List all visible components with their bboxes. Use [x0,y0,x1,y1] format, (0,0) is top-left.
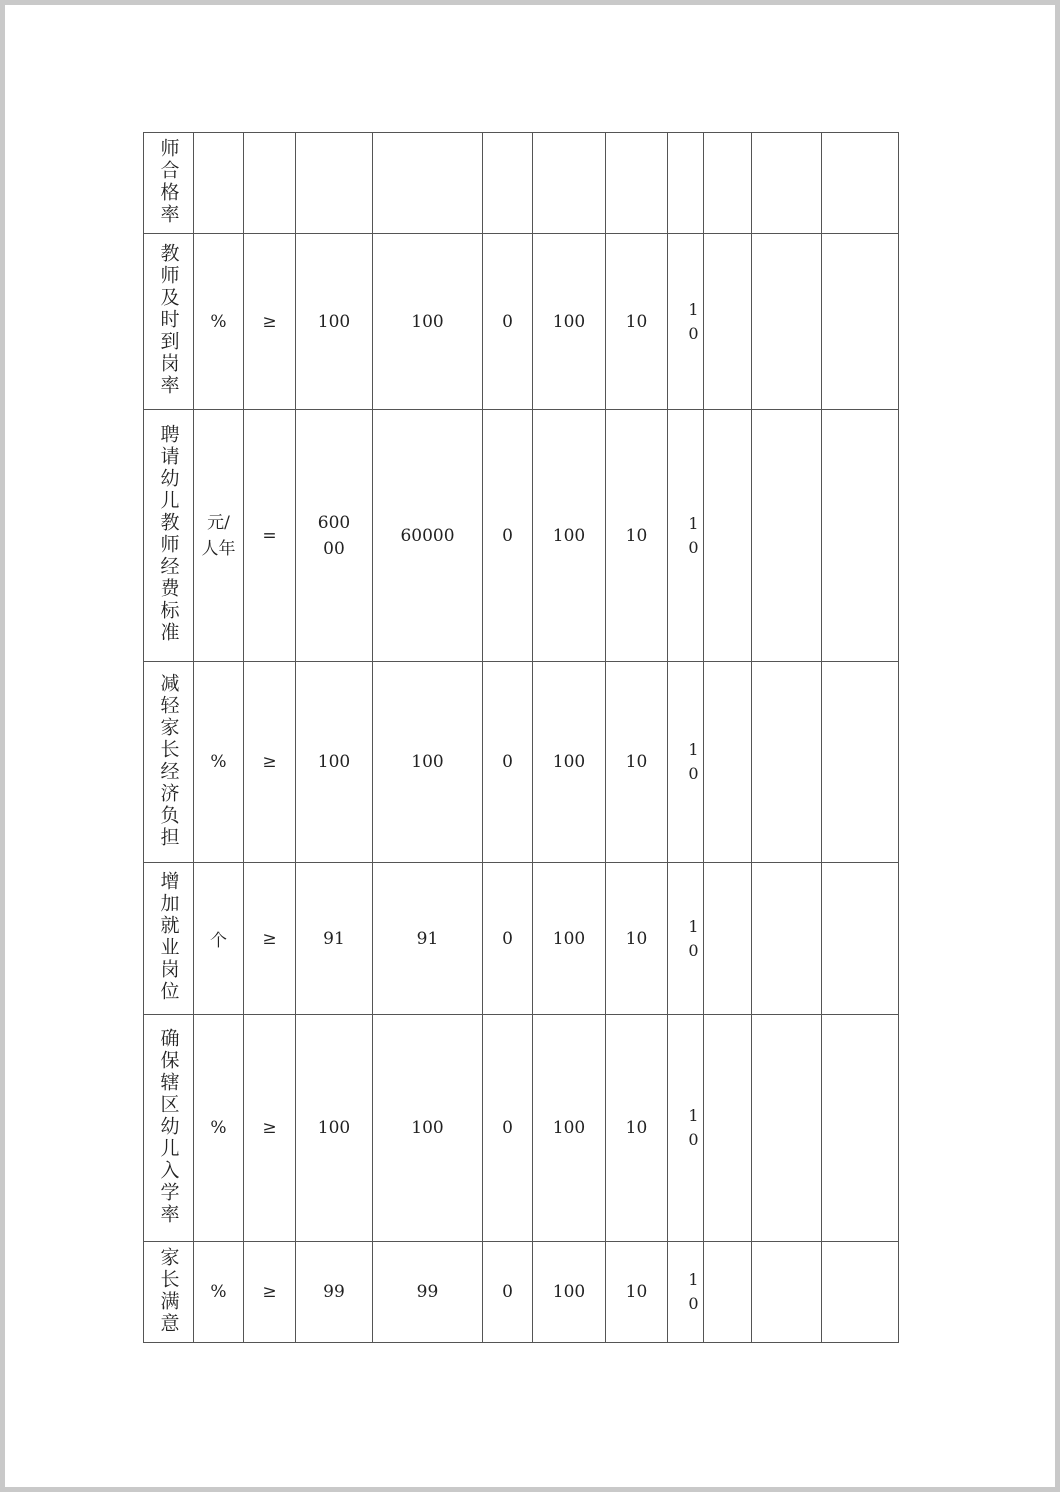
value-cell [533,1242,606,1343]
target-cell [296,234,373,410]
table-row [144,410,899,662]
weight-value: 10 [688,1106,699,1149]
value-text: 10 [625,311,648,332]
value-text: 100 [552,311,586,332]
value-cell [483,1242,533,1343]
actual-cell [373,133,483,234]
target-value: 100 [317,1118,351,1138]
empty-cell [822,1015,899,1242]
unit-cell [194,410,244,662]
empty-cell [752,133,822,234]
indicator-name: 家长满意 [157,1246,180,1335]
value-cell [533,662,606,863]
empty-cell [704,234,752,410]
target-cell [296,662,373,863]
weight-value: 10 [688,1270,699,1313]
value-cell [483,1015,533,1242]
value-text: 0 [502,752,513,772]
value-text: 100 [552,1282,586,1302]
value-text: 100 [552,928,586,949]
value-text: 10 [625,928,648,949]
weight-cell [668,1242,704,1343]
operator-text: ≥ [262,311,277,332]
value-text: 100 [552,752,586,772]
indicator-name: 增加就业岗位 [157,871,180,1003]
weight-cell [668,662,704,863]
empty-cell [752,234,822,410]
indicator-name-cell [144,662,194,863]
weight-cell [668,410,704,662]
actual-value: 60000 [400,525,455,546]
target-cell [296,1242,373,1343]
unit-text: % [210,311,227,332]
operator-text: ≥ [262,752,277,772]
empty-cell [822,863,899,1015]
indicator-name-cell [144,1242,194,1343]
indicator-name: 教师及时到岗率 [157,243,180,397]
actual-value: 100 [411,1118,444,1138]
unit-text: 个 [210,931,227,951]
table-row [144,1242,899,1343]
unit-text: % [210,752,227,772]
weight-cell [668,1015,704,1242]
empty-cell [822,234,899,410]
unit-cell [194,133,244,234]
actual-cell [373,662,483,863]
weight-value: 10 [688,740,699,783]
actual-value: 91 [416,928,439,949]
value-cell [533,863,606,1015]
empty-cell [752,410,822,662]
unit-cell [194,1015,244,1242]
operator-cell [244,662,296,863]
empty-cell [704,662,752,863]
empty-cell [822,133,899,234]
table-row [144,863,899,1015]
value-text: 10 [625,525,648,546]
value-text: 10 [625,752,648,772]
value-text: 100 [552,1118,586,1138]
indicator-name: 师合格率 [157,137,180,226]
value-text: 100 [552,525,586,546]
unit-cell [194,863,244,1015]
value-text: 0 [502,928,513,949]
unit-cell [194,1242,244,1343]
indicator-name-cell [144,234,194,410]
actual-cell [373,863,483,1015]
empty-cell [704,410,752,662]
actual-cell [373,1015,483,1242]
operator-text: ≥ [262,1118,277,1138]
operator-text: ≥ [262,1282,277,1302]
unit-text: % [210,1118,227,1138]
indicator-name-cell [144,863,194,1015]
empty-cell [704,133,752,234]
value-cell [606,1242,668,1343]
value-cell [483,863,533,1015]
indicator-name-cell [144,1015,194,1242]
empty-cell [752,1242,822,1343]
weight-cell [668,234,704,410]
empty-cell [822,410,899,662]
weight-cell [668,133,704,234]
operator-cell [244,410,296,662]
empty-cell [822,662,899,863]
value-text: 0 [502,311,513,332]
empty-cell [752,1015,822,1242]
target-value: 99 [323,1282,345,1302]
indicator-name: 确保辖区幼儿入学率 [157,1027,180,1226]
empty-cell [752,863,822,1015]
indicator-name: 聘请幼儿教师经费标准 [157,424,180,644]
actual-cell [373,1242,483,1343]
table-row [144,234,899,410]
operator-cell [244,1015,296,1242]
table-row [144,662,899,863]
value-cell [533,1015,606,1242]
target-cell [296,410,373,662]
value-cell [483,662,533,863]
weight-value: 10 [688,916,699,960]
value-text: 10 [625,1282,648,1302]
table-row [144,1015,899,1242]
actual-value: 99 [416,1282,439,1302]
value-text: 10 [625,1118,648,1138]
operator-text: ≥ [262,928,277,949]
operator-cell [244,234,296,410]
empty-cell [704,863,752,1015]
value-cell [533,133,606,234]
actual-cell [373,410,483,662]
actual-value: 100 [411,311,444,332]
target-value: 100 [317,752,351,772]
target-cell [296,133,373,234]
unit-text: % [210,1282,227,1302]
value-cell [606,133,668,234]
value-cell [483,410,533,662]
unit-text: 元/人年 [201,512,236,559]
target-value: 100 [317,311,351,332]
target-cell [296,1015,373,1242]
indicator-name-cell [144,410,194,662]
weight-value: 10 [688,513,699,557]
value-cell [533,410,606,662]
value-cell [606,863,668,1015]
operator-cell [244,133,296,234]
indicator-name-cell [144,133,194,234]
value-cell [606,662,668,863]
value-cell [483,234,533,410]
value-cell [533,234,606,410]
document-page [5,5,1055,1487]
operator-cell [244,863,296,1015]
value-cell [606,1015,668,1242]
operator-cell [244,1242,296,1343]
actual-cell [373,234,483,410]
operator-text: = [262,525,277,546]
value-cell [606,234,668,410]
target-value: 60000 [317,512,351,559]
unit-cell [194,234,244,410]
actual-value: 100 [411,752,444,772]
empty-cell [704,1242,752,1343]
indicator-name: 减轻家长经济负担 [157,672,180,849]
value-text: 0 [502,525,513,546]
empty-cell [822,1242,899,1343]
value-text: 0 [502,1282,513,1302]
indicator-table [143,132,899,1343]
target-value: 91 [323,928,345,949]
empty-cell [704,1015,752,1242]
weight-cell [668,863,704,1015]
weight-value: 10 [688,299,699,343]
value-cell [483,133,533,234]
target-cell [296,863,373,1015]
table-row [144,133,899,234]
value-text: 0 [502,1118,513,1138]
value-cell [606,410,668,662]
unit-cell [194,662,244,863]
empty-cell [752,662,822,863]
